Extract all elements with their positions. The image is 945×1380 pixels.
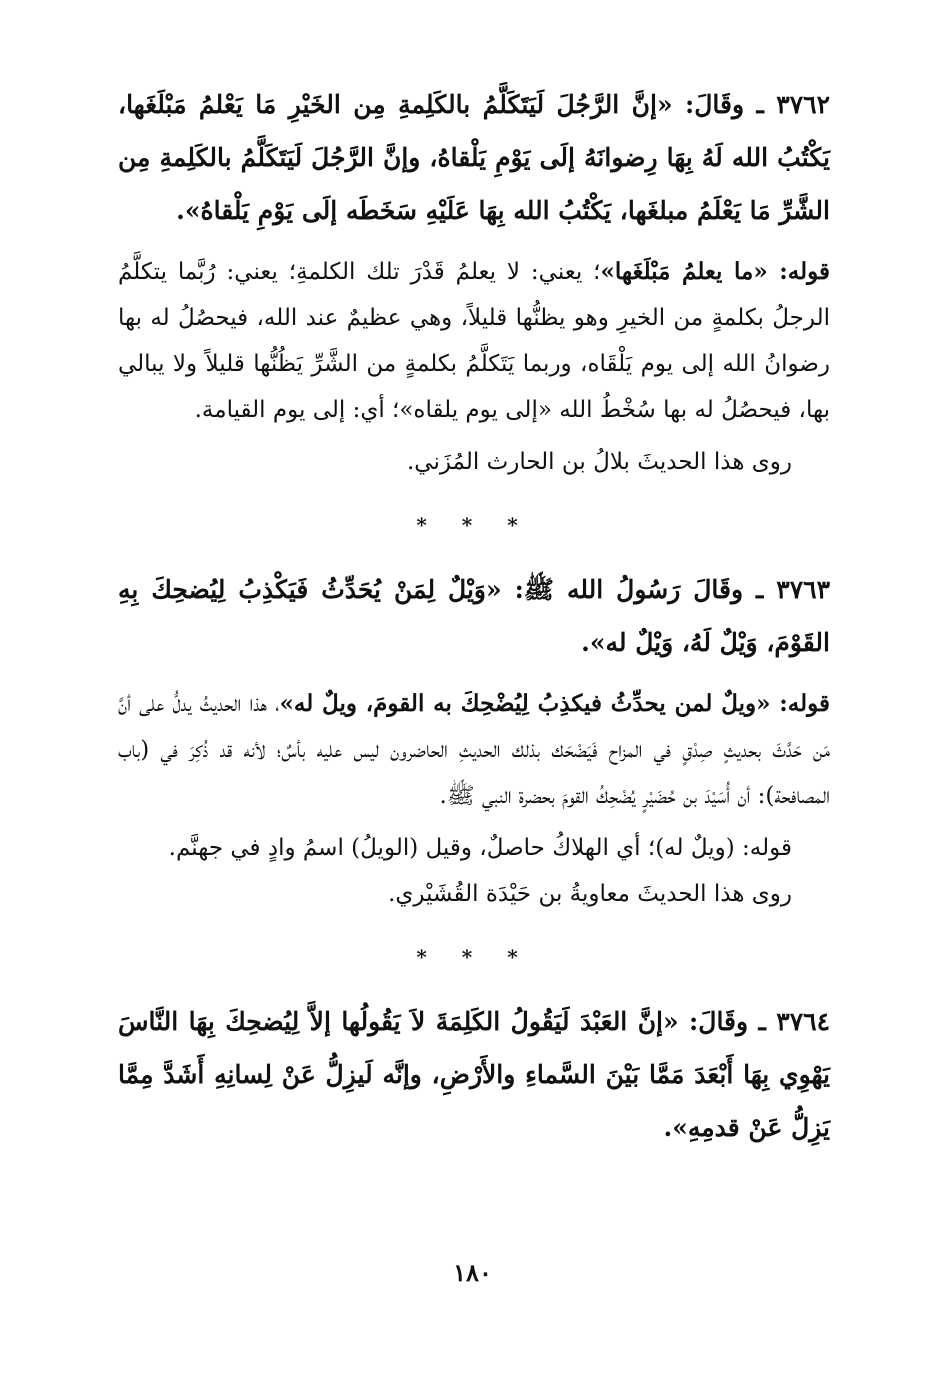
hadith-text: ٣٧٦٤ ـ وقَالَ: «إنَّ العَبْدَ لَيَقُولُ الكَلِمَةَ لاَ يَقُولُها إلاَّ لِيُضحِكَ بِهَا النَّاسَ يَهْوِي بِهَا أَبْعَدَ مَمَّا بَيْنَ السَّماءِ والأَرْضِ، وإنَّه لَيزِلُّ عَنْ لِسانِهِ أَشَدَّ مِمَّا يَزِلُّ عَنْ قدمِهِ». (118, 1007, 830, 1142)
commentary-lead: قوله: «ويلٌ لمن يحدِّثُ فيكذِبُ لِيُضْحِكَ به القومَ، ويلٌ له» (279, 690, 830, 717)
section-separator: * * * (416, 945, 532, 969)
hadith-entry-3762 (118, 78, 830, 485)
page-number: ١٨٠ (453, 1258, 492, 1287)
commentary-text: ، هذا الحديثُ يدلُّ على أنَّ مَن حَدَّثَ بحديثٍ صِدْقٍ في المزاح فَيَضْحَك بذلك الحديثِ الحاضرون ليس عليه بأسٌ؛ لأنه قد ذُكِرَ في (باب المصافحة): أن أُسَيْدَ بن حُضَيْرٍ يُضْحِكُ القومَ بحضرة النبي ﷺ. (118, 691, 830, 809)
hadith-text: ٣٧٦٣ ـ وقَالَ رَسُولُ الله ﷺ: «وَيْلٌ لِمَنْ يُحَدِّثُ فَيَكْذِبُ لِيُضحِكَ بِهِ القَوْمَ، وَيْلٌ لَهُ، وَيْلٌ له». (118, 575, 830, 657)
narration-line: روى هذا الحديثَ معاويةُ بن حَيْدَة القُشَيْري. (388, 881, 792, 907)
hadith-entry-3764 (118, 995, 830, 1154)
page-body (118, 78, 830, 1166)
hadith-text: ٣٧٦٢ ـ وقَالَ: «إنَّ الرَّجُلَ لَيَتَكَلَّمُ بالكَلِمةِ مِن الخَيْرِ مَا يَعْلمُ مَبْلَغَها، يَكْتُبُ الله لَهُ بِهَا رِضوانَهُ إلَى يَوْمِ يَلْقاهُ، وإنَّ الرَّجُلَ لَيَتَكَلَّمُ بالكَلِمةِ مِن الشَّرِّ مَا يَعْلَمُ مبلغَها، يَكْتُبُ الله بِهَا عَلَيْهِ سَخَطَه إلَى يَوْمِ يَلْقاهُ». (118, 90, 830, 225)
section-separator: * * * (416, 513, 532, 537)
hadith-entry-3763 (118, 563, 830, 917)
commentary-text: ؛ يعني: لا يعلمُ قَدْرَ تلك الكلمةِ؛ يعني: رُبَّما يتكلَّمُ الرجلُ بكلمةٍ من الخيرِ وهو يظنُّها قليلاً، وهي عظيمٌ عند الله، فيحصُلُ له بها رضوانُ الله إلى يوم يَلْقَاه، وربما يَتَكلَّمُ بكلمةٍ من الشَّرِّ يَظُنُّها قليلاً ولا يبالي بها، فيحصُلُ له بها سُخْطُ الله «إلى يوم يلقاه»؛ أي: إلى يوم القيامة. (118, 259, 830, 423)
commentary-paragraph (118, 681, 830, 819)
commentary-lead: قوله: «ما يعلمُ مَبْلَغَها» (600, 258, 830, 285)
commentary-paragraph (118, 249, 830, 433)
narration-line: روى هذا الحديثَ بلالُ بن الحارث المُزَني. (406, 449, 792, 475)
commentary-paragraph: قوله: (ويلٌ له)؛ أي الهلاكُ حاصلٌ، وقيل (الويلُ) اسمُ وادٍ في جهنَّم. (168, 835, 792, 861)
